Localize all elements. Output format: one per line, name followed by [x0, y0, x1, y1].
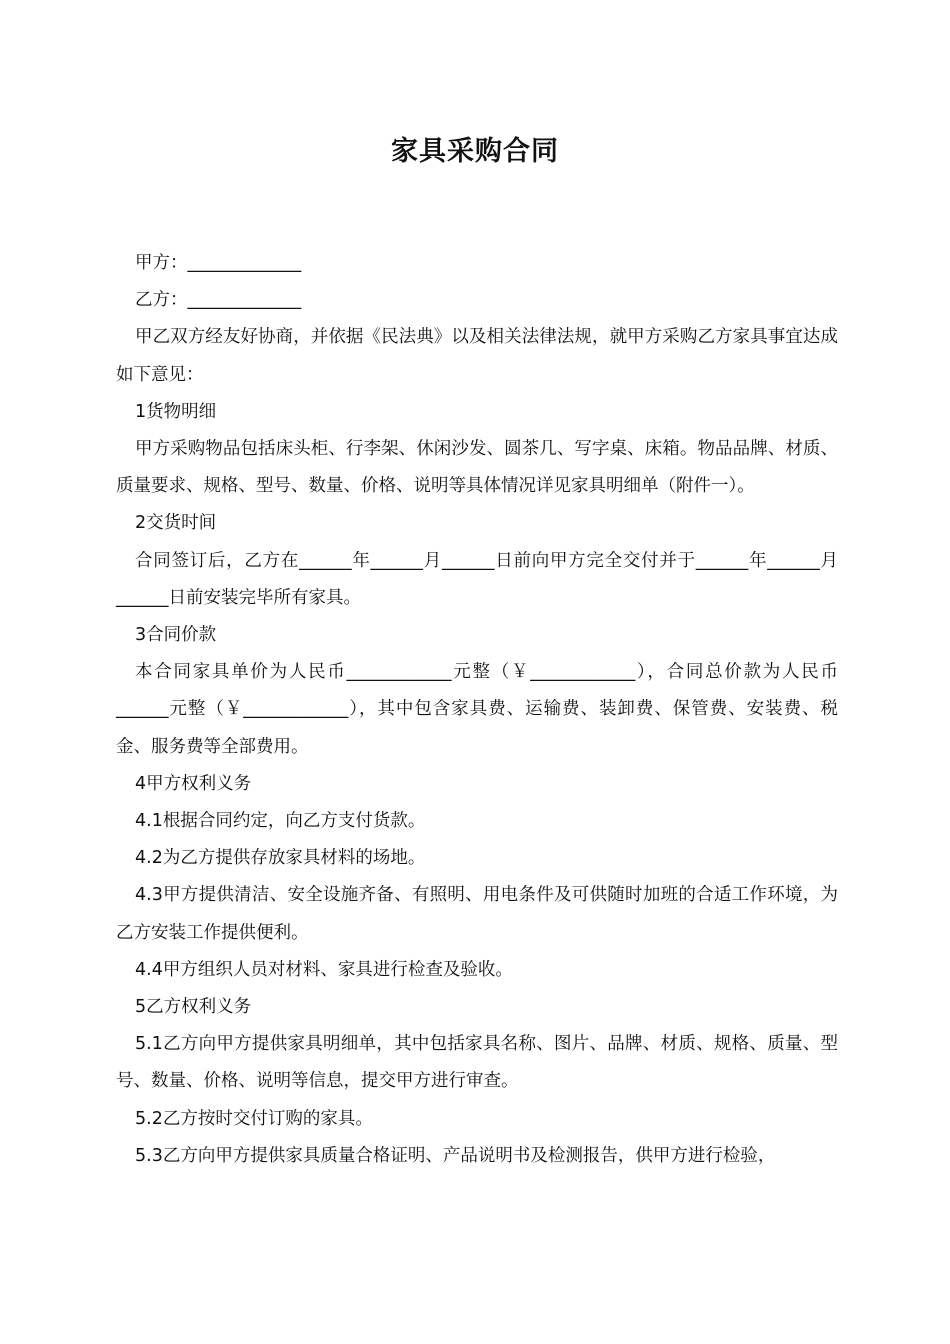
clause-4-4: 4.4甲方组织人员对材料、家具进行检查及验收。	[135, 959, 513, 980]
section-heading-party-b-duties: 5乙方权利义务	[135, 997, 252, 1018]
document-title: 家具采购合同	[391, 136, 559, 167]
delivery-paragraph: 合同签订后，乙方在______年______月______日前向甲方完全交付并于______年______月______日前安装完毕所有家具。	[116, 550, 838, 608]
section-heading-party-a-duties: 4甲方权利义务	[135, 773, 252, 794]
goods-paragraph: 甲方采购物品包括床头柜、行李架、休闲沙发、圆茶几、写字桌、床箱。物品品牌、材质、质量要求、规格、型号、数量、价格、说明等具体情况详见家具明细单（附件一）。	[116, 439, 838, 497]
section-heading-price: 3合同价款	[135, 625, 217, 646]
section-heading-goods: 1货物明细	[135, 401, 217, 422]
preamble-paragraph: 甲乙双方经友好协商，并依据《民法典》以及相关法律法规，就甲方采购乙方家具事宜达成如下意见：	[116, 327, 838, 385]
clause-5-2: 5.2乙方按时交付订购的家具。	[135, 1108, 373, 1129]
document-body	[116, 245, 838, 1175]
clause-4-1: 4.1根据合同约定，向乙方支付货款。	[135, 811, 426, 832]
clause-4-3: 4.3甲方提供清洁、安全设施齐备、有照明、用电条件及可供随时加班的合适工作环境，为乙方安装工作提供便利。	[116, 885, 838, 943]
price-paragraph: 本合同家具单价为人民币____________元整（￥____________），合同总价款为人民币______元整（￥____________），其中包含家具费、运输费、装卸费、保管费、安装费、税金、服务费等全部费用。	[116, 662, 838, 757]
clause-5-1: 5.1乙方向甲方提供家具明细单，其中包括家具名称、图片、品牌、材质、规格、质量、型号、数量、价格、说明等信息，提交甲方进行审查。	[116, 1034, 838, 1092]
party-a-line: 甲方：_____________	[135, 253, 302, 273]
clause-4-2: 4.2为乙方提供存放家具材料的场地。	[135, 848, 426, 869]
party-b-line: 乙方：_____________	[135, 290, 302, 311]
section-heading-delivery: 2交货时间	[135, 513, 217, 534]
clause-5-3: 5.3乙方向甲方提供家具质量合格证明、产品说明书及检测报告，供甲方进行检验，	[135, 1145, 776, 1166]
